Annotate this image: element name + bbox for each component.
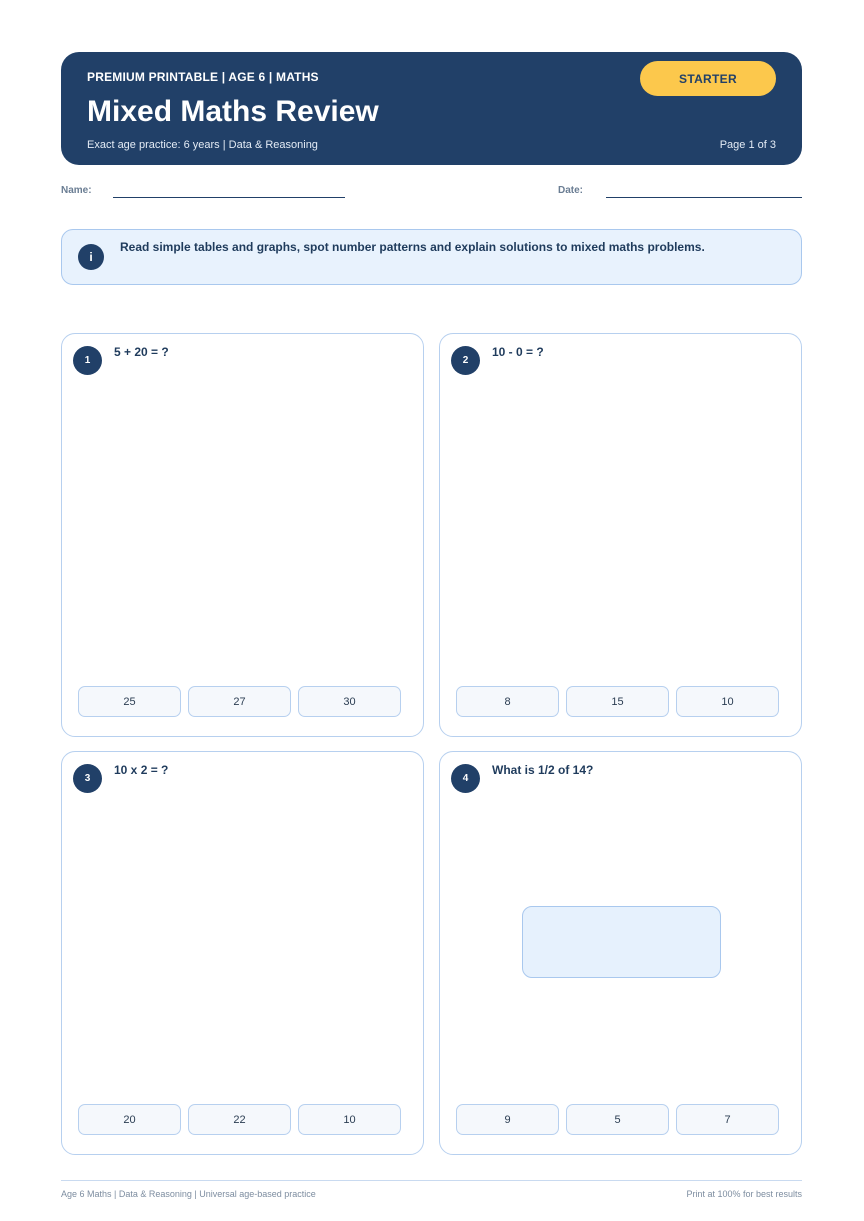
answer-option[interactable]: 10 <box>676 686 779 717</box>
answer-option[interactable]: 5 <box>566 1104 669 1135</box>
question-number-badge: 2 <box>451 346 480 375</box>
question-number-badge: 4 <box>451 764 480 793</box>
answer-option[interactable]: 7 <box>676 1104 779 1135</box>
question-card-1 <box>61 333 424 737</box>
answer-option[interactable]: 20 <box>78 1104 181 1135</box>
question-card-3 <box>61 751 424 1155</box>
date-field[interactable] <box>606 197 802 198</box>
question-card-4 <box>439 751 802 1155</box>
answer-options <box>456 1104 779 1135</box>
answer-options <box>78 1104 401 1135</box>
answer-options <box>456 686 779 717</box>
level-badge: STARTER <box>640 61 776 96</box>
answer-option[interactable]: 8 <box>456 686 559 717</box>
footer-description: Age 6 Maths | Data & Reasoning | Universal age-based practice <box>61 1189 316 1199</box>
page-indicator: Page 1 of 3 <box>719 139 776 151</box>
question-number-badge: 3 <box>73 764 102 793</box>
date-label: Date: <box>558 185 584 196</box>
page-title: Mixed Maths Review <box>87 95 379 128</box>
instructions-text: Read simple tables and graphs, spot number patterns and explain solutions to mixed maths problems. <box>120 240 705 254</box>
header-subtitle: Exact age practice: 6 years | Data & Reasoning <box>87 139 318 151</box>
footer-print-note: Print at 100% for best results <box>686 1189 802 1199</box>
instructions-box <box>61 229 802 285</box>
answer-option[interactable]: 27 <box>188 686 291 717</box>
header-eyebrow: PREMIUM PRINTABLE | AGE 6 | MATHS <box>87 70 319 84</box>
question-prompt: 10 x 2 = ? <box>114 763 169 777</box>
name-label: Name: <box>61 185 92 196</box>
answer-option[interactable]: 9 <box>456 1104 559 1135</box>
worksheet-header <box>61 52 802 165</box>
name-field[interactable] <box>113 197 345 198</box>
answer-option[interactable]: 30 <box>298 686 401 717</box>
question-prompt: What is 1/2 of 14? <box>492 763 594 777</box>
answer-work-box[interactable] <box>522 906 721 978</box>
question-number-badge: 1 <box>73 346 102 375</box>
answer-option[interactable]: 15 <box>566 686 669 717</box>
answer-option[interactable]: 25 <box>78 686 181 717</box>
question-card-2 <box>439 333 802 737</box>
answer-option[interactable]: 22 <box>188 1104 291 1135</box>
answer-options <box>78 686 401 717</box>
question-prompt: 10 - 0 = ? <box>492 345 544 359</box>
info-icon: i <box>78 244 104 270</box>
question-prompt: 5 + 20 = ? <box>114 345 169 359</box>
answer-option[interactable]: 10 <box>298 1104 401 1135</box>
footer-divider <box>61 1180 802 1181</box>
